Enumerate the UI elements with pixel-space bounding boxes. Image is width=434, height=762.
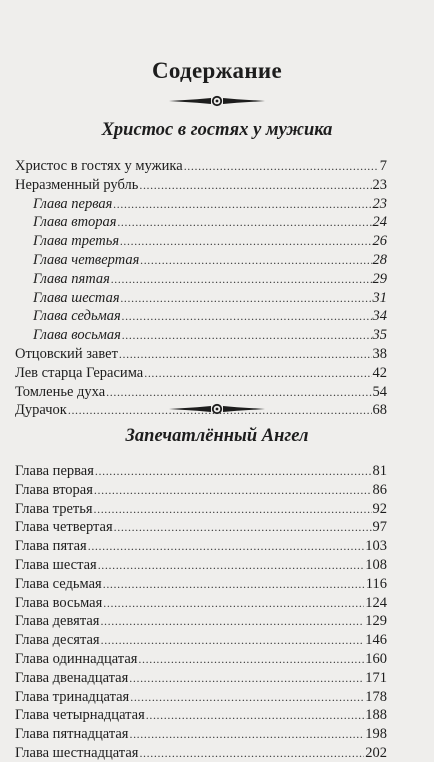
toc-entry-label: Глава десятая: [15, 632, 100, 649]
toc-entry: [15, 501, 387, 518]
dot-leader: [122, 308, 372, 325]
toc-entry-label: Глава седьмая: [15, 575, 102, 592]
toc-entry-page: 188: [365, 707, 387, 724]
toc-entry-label: Глава шестая: [33, 289, 120, 306]
dot-leader: [103, 576, 365, 593]
toc-entry: [33, 308, 387, 325]
toc-entry-page: 68: [372, 402, 387, 419]
toc-entry-label: Глава вторая: [33, 214, 117, 231]
toc-entry-page: 31: [372, 289, 387, 306]
dot-leader: [95, 463, 372, 480]
toc-entry: [15, 463, 387, 480]
toc-entry-label: Глава третья: [15, 500, 93, 517]
toc-entry-label: Глава тринадцатая: [15, 688, 130, 705]
toc-entry-label: Глава вторая: [15, 481, 93, 498]
toc-entry: [33, 271, 387, 288]
dot-leader: [101, 632, 365, 649]
toc-entry-label: Глава шестнадцатая: [15, 745, 139, 761]
dot-leader: [111, 271, 372, 288]
toc-entry-page: 116: [365, 575, 387, 592]
dot-leader: [129, 726, 364, 743]
toc-entry-page: 26: [372, 233, 387, 250]
toc-entry: [15, 651, 387, 668]
toc-entry-page: 23: [372, 195, 387, 212]
toc-entry-label: Лев старца Герасима: [15, 364, 144, 381]
toc-entry-page: 38: [372, 346, 387, 362]
ornament-divider-icon: [167, 94, 267, 108]
toc-entry: [33, 290, 387, 307]
toc-entry-page: 124: [365, 594, 387, 611]
section-title-1: Христос в гостях у мужика: [101, 120, 333, 140]
dot-leader: [129, 670, 364, 687]
dot-leader: [103, 595, 364, 612]
toc-entry-label: Глава пятая: [15, 538, 87, 555]
dot-leader: [114, 519, 372, 536]
page-title: Содержание: [152, 58, 282, 83]
dot-leader: [100, 613, 364, 630]
toc-entry-page: 28: [372, 252, 387, 268]
dot-leader: [118, 214, 372, 231]
ornament-divider-icon: [167, 402, 267, 416]
dot-leader: [113, 196, 371, 213]
toc-entry-page: 23: [372, 176, 387, 193]
toc-entry-page: 34: [372, 308, 387, 325]
toc-entry-label: Глава восьмая: [15, 594, 103, 611]
toc-entry-page: 202: [365, 745, 387, 761]
dot-leader: [119, 346, 372, 363]
dot-leader: [94, 501, 372, 518]
toc-entry-page: 108: [365, 557, 387, 573]
toc-entry-page: 198: [365, 726, 387, 743]
toc-entry: [33, 196, 387, 213]
toc-entry-label: Глава шестая: [15, 557, 97, 573]
toc-entry-label: Дурачок: [15, 402, 67, 419]
dot-leader: [140, 252, 371, 269]
toc-entry-page: 35: [372, 327, 387, 344]
toc-entry: [15, 482, 387, 499]
toc-entry: [15, 557, 387, 574]
toc-entry-label: Глава пятая: [33, 270, 110, 287]
dot-leader: [138, 651, 364, 668]
toc-entry-label: Отцовский завет: [15, 346, 118, 362]
toc-entry: [15, 158, 387, 175]
toc-entry-page: 97: [372, 519, 387, 536]
dot-leader: [98, 557, 365, 574]
toc-entry-label: Глава двенадцатая: [15, 669, 129, 686]
toc-entry: [15, 689, 387, 706]
toc-entry: [15, 346, 387, 363]
toc-entry-page: 92: [372, 500, 387, 517]
dot-leader: [122, 327, 372, 344]
toc-entry: [33, 214, 387, 231]
toc-entry-label: Глава первая: [33, 195, 113, 212]
toc-entry-label: Христос в гостях у мужика: [15, 158, 183, 174]
dot-leader: [120, 233, 371, 250]
toc-entry-page: 54: [372, 383, 387, 400]
toc-entry: [33, 327, 387, 344]
toc-entry: [15, 576, 387, 593]
toc-entry-label: Глава четвертая: [15, 519, 113, 536]
dot-leader: [146, 707, 365, 724]
toc-entry-label: Глава четвертая: [33, 252, 140, 268]
toc-entry-label: Глава первая: [15, 463, 94, 479]
toc-entry-page: 171: [365, 669, 387, 686]
dot-leader: [88, 538, 365, 555]
toc-entry: [15, 632, 387, 649]
toc-entry: [15, 595, 387, 612]
dot-leader: [130, 689, 364, 706]
section-title-2: Запечатлённый Ангел: [125, 426, 309, 446]
toc-entry-page: 103: [365, 538, 387, 555]
toc-entry-label: Глава седьмая: [33, 308, 121, 325]
toc-entry-label: Томленье духа: [15, 383, 106, 400]
toc-entry-page: 129: [365, 613, 387, 630]
toc-entry: [15, 670, 387, 687]
toc-entry-label: Глава пятнадцатая: [15, 726, 129, 743]
toc-entry-page: 81: [372, 463, 387, 479]
toc-entry: [15, 613, 387, 630]
toc-entry-label: Глава четырнадцатая: [15, 707, 145, 724]
toc-entry-label: Глава одиннадцатая: [15, 651, 138, 667]
dot-leader: [184, 158, 379, 175]
toc-entry: [15, 519, 387, 536]
toc-entry: [15, 384, 387, 401]
toc-entry: [15, 707, 387, 724]
dot-leader: [121, 290, 372, 307]
toc-entry: [33, 252, 387, 269]
toc-entry-page: 7: [379, 158, 387, 174]
dot-leader: [106, 384, 371, 401]
toc-entry: [33, 233, 387, 250]
toc-entry-page: 178: [365, 688, 387, 705]
toc-entry-label: Неразменный рубль: [15, 176, 139, 193]
toc-entry-label: Глава третья: [33, 233, 120, 250]
dot-leader: [144, 365, 371, 382]
toc-entry: [15, 538, 387, 555]
dot-leader: [139, 745, 364, 762]
toc-entry-page: 29: [372, 270, 387, 287]
toc-entry-page: 160: [365, 651, 387, 667]
toc-entry: [15, 177, 387, 194]
dot-leader: [94, 482, 372, 499]
toc-entry: [15, 745, 387, 762]
toc-entry-page: 86: [372, 481, 387, 498]
toc-entry-page: 24: [372, 214, 387, 231]
dot-leader: [139, 177, 371, 194]
toc-entry: [15, 365, 387, 382]
toc-entry: [15, 726, 387, 743]
toc-entry-label: Глава девятая: [15, 613, 100, 630]
toc-entry-label: Глава восьмая: [33, 327, 121, 344]
toc-entry-page: 42: [372, 364, 387, 381]
toc-entry-page: 146: [365, 632, 387, 649]
